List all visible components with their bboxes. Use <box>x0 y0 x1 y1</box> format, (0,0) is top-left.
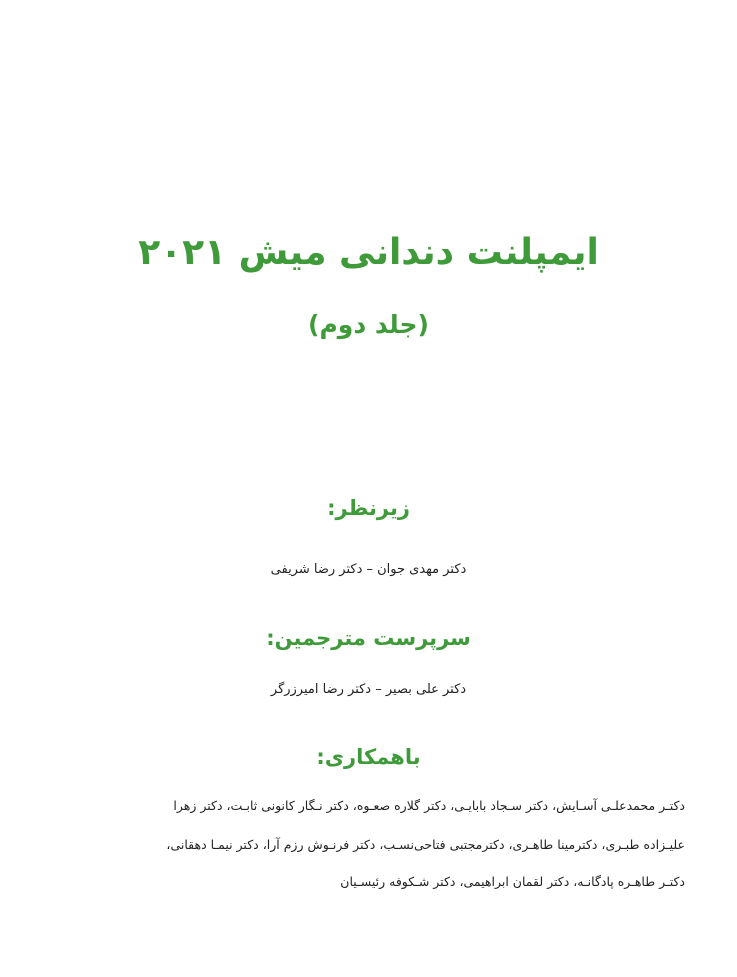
supervision-names: دکتر مهدی جوان – دکتر رضا شریفی <box>270 562 467 577</box>
collaborators-line-3: دکتـر طاهـره پادگانـه، دکتر لقمان ابراهیمی، دکتر شـکوفه رئیسـیان <box>340 874 685 889</box>
collaboration-heading: باهمکاری: <box>316 745 421 769</box>
translators-heading: سرپرست مترجمین: <box>266 626 471 650</box>
volume-subtitle: (جلد دوم) <box>308 310 429 339</box>
translators-names: دکتر علی بصیر – دکتر رضا امیرزرگر <box>270 682 467 697</box>
book-title: ایمپلنت دندانی میش ۲۰۲۱ <box>138 232 599 273</box>
collaborators-line-1: دکتـر محمدعلـی آسـایش، دکتر سـجاد بابایـی، دکتر گلاره صعـوه، دکتر نـگار کانونی ثابـت، دکتر زهرا <box>173 798 685 813</box>
supervision-heading: زیرنظر: <box>327 496 410 520</box>
collaborators-line-2: علیـزاده طبـری، دکترمینا طاهـری، دکترمجتبی فتاحی‌نسـب، دکتر فرنـوش رزم آرا، دکتر نیمـا دهقانی، <box>166 837 685 852</box>
